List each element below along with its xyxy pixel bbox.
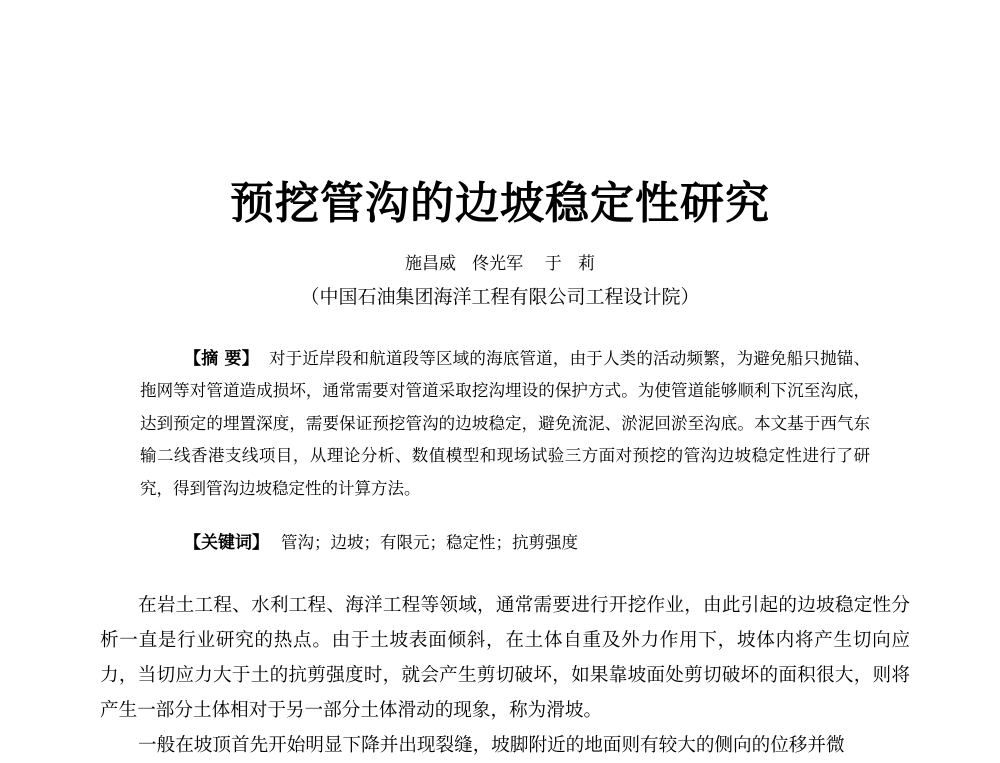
keywords-section: [184, 528, 884, 558]
paper-affiliation: （中国石油集团海洋工程有限公司工程设计院）: [300, 286, 700, 308]
keywords-text: 管沟；边坡；有限元；稳定性；抗剪强度: [281, 533, 578, 552]
body-paragraph-1: 在岩土工程、水利工程、海洋工程等领域，通常需要进行开挖作业，由此引起的边坡稳定性分析一直是行业研究的热点。由于土坡表面倾斜，在土体自重及外力作用下，坡体内将产生切向应力，当切应力大于土的抗剪强度时，就会产生剪切破坏，如果靠坡面处剪切破坏的面积很大，则将产生一部分土体相对于另一部分土体滑动的现象，称为滑坡。: [100, 595, 910, 721]
abstract-text: 对于近岸段和航道段等区域的海底管道，由于人类的活动频繁，为避免船只抛锚、拖网等对管道造成损坏，通常需要对管道采取挖沟埋设的保护方式。为使管道能够顺利下沉至沟底，达到预定的埋置深度，需要保证预挖管沟的边坡稳定，避免流泥、淤泥回淤至沟底。本文基于西气东输二线香港支线项目，从理论分析、数值模型和现场试验三方面对预挖的管沟边坡稳定性进行了研究，得到管沟边坡稳定性的计算方法。: [140, 349, 871, 498]
abstract-label: 【摘 要】: [184, 349, 259, 369]
abstract-section: [140, 343, 870, 505]
body-text: [100, 588, 910, 763]
keywords-label: 【关键词】: [184, 533, 269, 553]
paper-title: 预挖管沟的边坡稳定性研究: [230, 178, 770, 229]
paper-authors: 施昌威 佟光军 于 莉: [404, 254, 596, 274]
body-paragraph-2: 一般在坡顶首先开始明显下降并出现裂缝，坡脚附近的地面则有较大的侧向的位移并微: [138, 735, 845, 756]
